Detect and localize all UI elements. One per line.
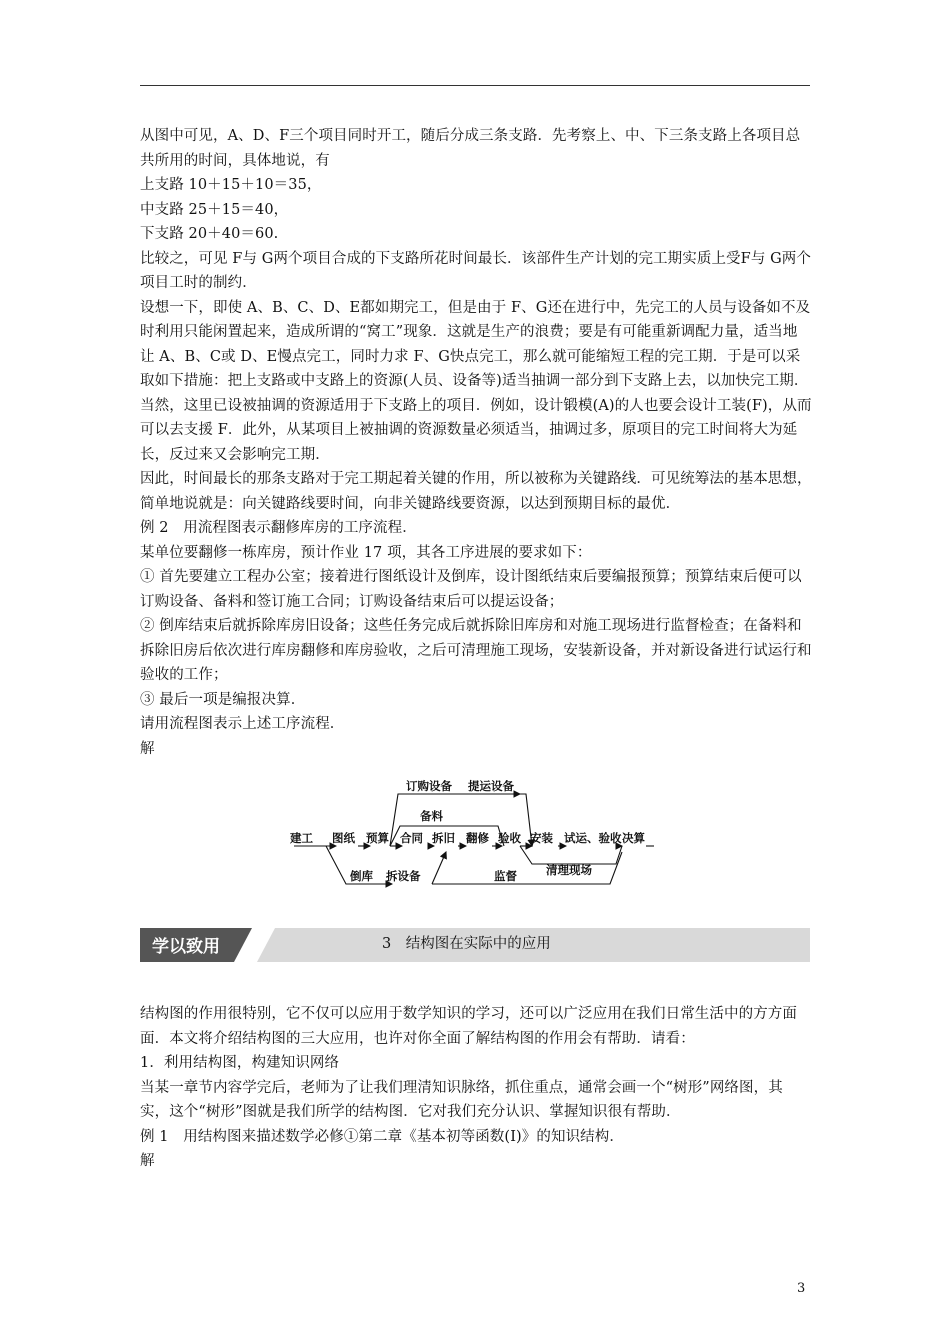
section-tag bbox=[140, 928, 275, 962]
paragraph: 下支路 20＋40＝60. bbox=[140, 226, 279, 242]
flow-edge-label: 提运设备 bbox=[468, 779, 514, 793]
paragraph: 设想一下，即使 A、B、C、D、E都如期完工，但是由于 F、G还在进行中，先完工的人员与设备如不及时利用只能闲置起来，造成所谓的“窝工”现象．这就是生产的浪费；要是有可能重新调配力量，适当地让 A、B、C或 D、E慢点完工，同时力求 F、G快点完工，那么就可能缩短工程的完工期．于是可以采取如下措施：把上支路或中支路上的资源(人员、设备等)适当抽调一部分到下支路上去，以加快完工期．当然，这里已设被抽调的资源适用于下支路上的项目．例如，设计锻模(A)的人也要会设计工装(F)，从而可以去支援 F．此外，从某项目上被抽调的资源数量必须适当，抽调过多，原项目的完工时间将大为延长，反过来又会影响完工期． bbox=[140, 299, 812, 463]
body-text-upper bbox=[140, 124, 812, 761]
paragraph: 比较之，可见 F与 G两个项目合成的下支路所花时间最长．该部件生产计划的完工期实质上受F与 G两个项目工时的制约． bbox=[140, 250, 812, 291]
flow-node: 图纸 bbox=[332, 831, 355, 845]
paragraph: 结构图的作用很特别，它不仅可以应用于数学知识的学习，还可以广泛应用在我们日常生活中的方方面面．本文将介绍结构图的三大应用，也许对你全面了解结构图的作用会有帮助．请看： bbox=[140, 1006, 797, 1047]
subheading: 1．利用结构图，构建知识网络 bbox=[140, 1055, 340, 1071]
flow-edge-label: 监督 bbox=[494, 869, 517, 883]
flow-edge-label: 倒库 bbox=[350, 869, 373, 883]
paragraph: 当某一章节内容学完后，老师为了让我们理清知识脉络，抓住重点，通常会画一个“树形”网络图，其实，这个“树形”图就是我们所学的结构图．它对我们充分认识、掌握知识很有帮助． bbox=[140, 1079, 783, 1120]
flow-node: 拆旧 bbox=[432, 831, 455, 845]
paragraph: ① 首先要建立工程办公室；接着进行图纸设计及倒库，设计图纸结束后要编报预算；预算结束后便可以订购设备、备料和签订施工合同；订购设备结束后可以提运设备； bbox=[140, 569, 802, 610]
paragraph: 从图中可见，A、D、F三个项目同时开工，随后分成三条支路．先考察上、中、下三条支路上各项目总共所用的时间，具体地说，有 bbox=[140, 128, 801, 169]
process-flow-diagram bbox=[280, 770, 680, 902]
paragraph: 请用流程图表示上述工序流程． bbox=[140, 716, 345, 732]
paragraph: ② 倒库结束后就拆除库房旧设备；这些任务完成后就拆除旧库房和对施工现场进行监督检查；在备料和拆除旧房后依次进行库房翻修和库房验收，之后可清理施工现场，安装新设备，并对新设备进行试运行和验收的工作； bbox=[140, 618, 812, 683]
flow-edge-label: 拆设备 bbox=[386, 869, 421, 883]
solution-label: 解 bbox=[140, 1153, 155, 1169]
example-heading: 例 2 用流程图表示翻修库房的工序流程． bbox=[140, 520, 417, 536]
paragraph: 某单位要翻修一栋库房，预计作业 17 项，其各工序进展的要求如下： bbox=[140, 544, 592, 561]
flow-edge-label: 清理现场 bbox=[546, 863, 592, 877]
section-banner bbox=[140, 928, 810, 962]
flow-node: 建工 bbox=[290, 831, 313, 845]
flow-node: 预算 bbox=[366, 831, 389, 845]
flow-node: 验收 bbox=[498, 831, 521, 845]
body-text-lower bbox=[140, 1002, 812, 1174]
flow-node: 合同 bbox=[400, 831, 423, 845]
flow-node: 安装 bbox=[530, 831, 553, 845]
flow-node: 试运、验收 bbox=[564, 831, 622, 845]
paragraph: 中支路 25＋15＝40， bbox=[140, 201, 289, 218]
example-heading: 例 1 用结构图来描述数学必修①第二章《基本初等函数(Ⅰ)》的知识结构． bbox=[140, 1128, 624, 1145]
flow-node: 翻修 bbox=[466, 831, 489, 845]
flow-node: 决算 bbox=[622, 831, 645, 845]
header-rule bbox=[140, 85, 810, 86]
flow-edge-label: 订购设备 bbox=[406, 779, 452, 793]
flow-edge-label: 备料 bbox=[420, 809, 443, 823]
page-number: 3 bbox=[797, 1281, 806, 1296]
paragraph: 因此，时间最长的那条支路对于完工期起着关键的作用，所以被称为关键路线．可见统筹法的基本思想，简单地说就是：向关键路线要时间，向非关键路线要资源，以达到预期目标的最优． bbox=[140, 471, 812, 512]
solution-label: 解 bbox=[140, 740, 155, 757]
section-title: 3 结构图在实际中的应用 bbox=[382, 936, 551, 952]
paragraph: 上支路 10＋15＋10＝35， bbox=[140, 177, 322, 193]
section-tag-label: 学以致用 bbox=[152, 937, 220, 957]
paragraph: ③ 最后一项是编报决算． bbox=[140, 691, 306, 708]
